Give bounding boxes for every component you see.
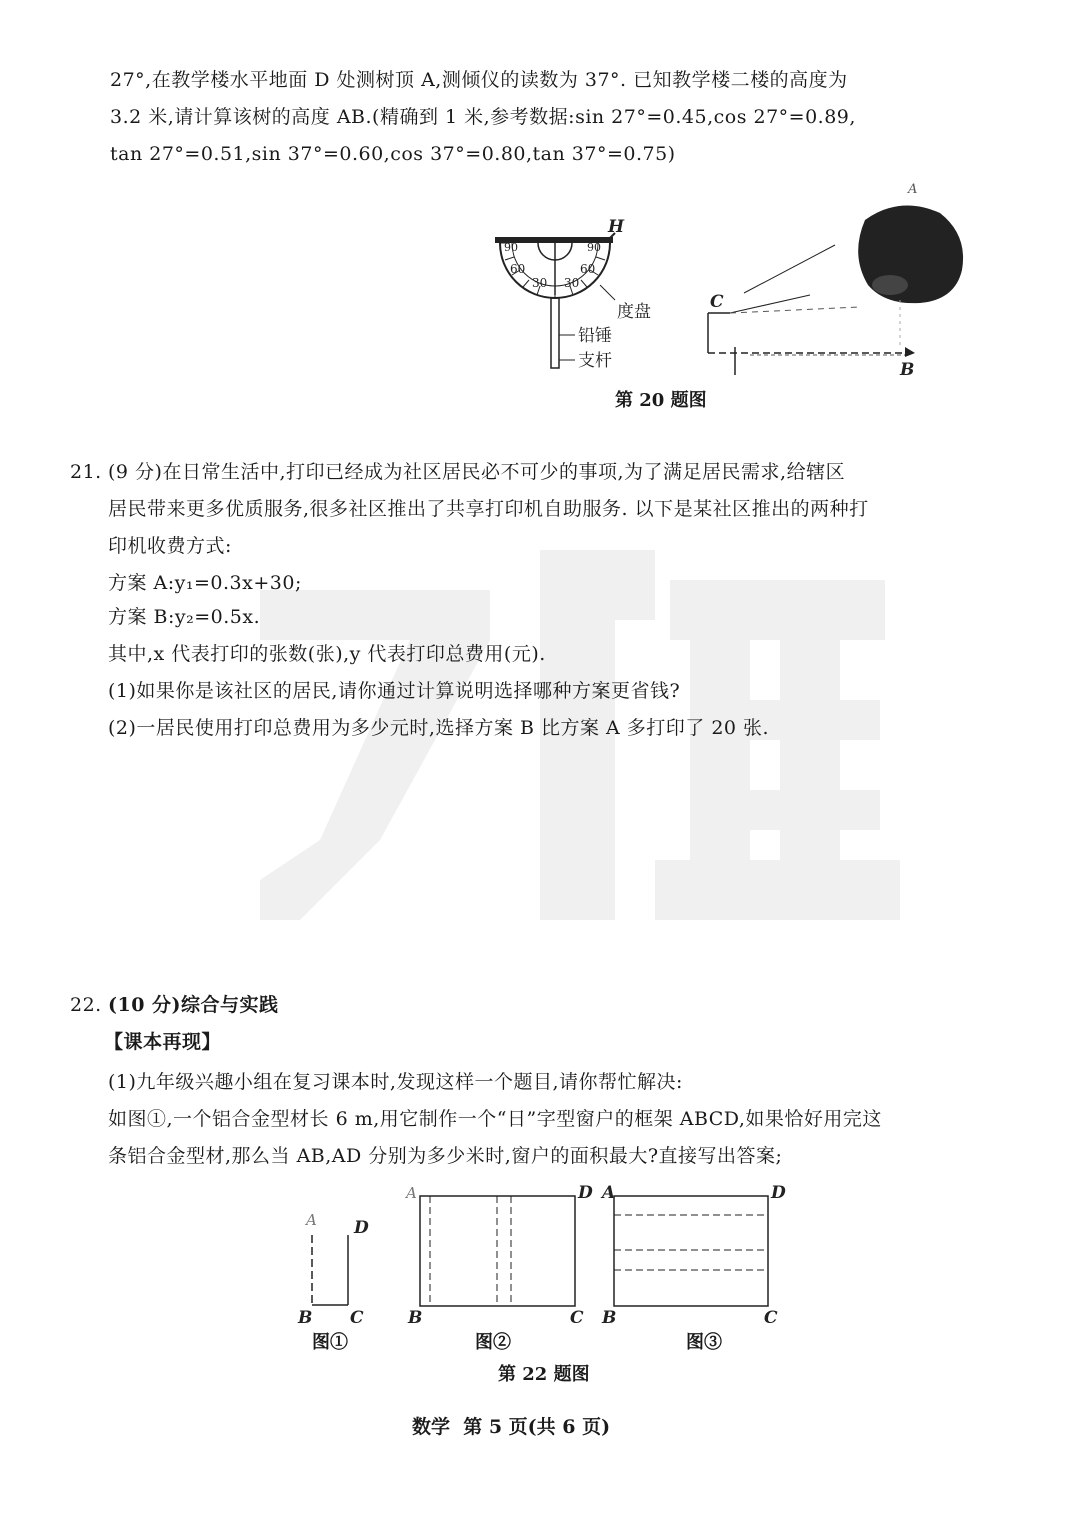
page-footer: 数学 第 5 页(共 6 页) xyxy=(412,1416,611,1438)
q20-line-3: tan 27°=0.51,sin 37°=0.60,cos 37°=0.80,tan 37°=0.75) xyxy=(110,143,676,165)
q21-part-2: (2)一居民使用打印总费用为多少元时,选择方案 B 比方案 A 多打印了 20 张. xyxy=(108,717,770,739)
tick-label: 30 xyxy=(532,276,548,290)
fig1-label-b: B xyxy=(298,1308,313,1328)
tick-label: 60 xyxy=(510,262,526,276)
tick-label: 90 xyxy=(504,241,518,254)
tick-label: 60 xyxy=(580,262,596,276)
fig2-label-a: A xyxy=(406,1184,417,1202)
q22-line-3: 条铝合金型材,那么当 AB,AD 分别为多少米时,窗户的面积最大?直接写出答案; xyxy=(108,1145,783,1167)
fig3-label-d: D xyxy=(771,1183,786,1203)
q21-number: 21. xyxy=(70,461,102,483)
q22-title: (10 分)综合与实践 xyxy=(108,994,279,1016)
figure-22-1 xyxy=(290,1205,380,1330)
fig2-label-c: C xyxy=(570,1308,584,1328)
label-h: H xyxy=(608,217,625,237)
q22-section: 【课本再现】 xyxy=(104,1031,222,1053)
figure-22-3 xyxy=(598,1180,793,1330)
q21-line-2: 居民带来更多优质服务,很多社区推出了共享打印机自助服务. 以下是某社区推出的两种打 xyxy=(108,498,869,520)
label-b: B xyxy=(900,360,915,380)
q22-number: 22. xyxy=(70,994,102,1016)
q20-figure-caption: 第 20 题图 xyxy=(615,390,707,411)
fig2-caption: 图② xyxy=(475,1332,511,1353)
q21-plan-b: 方案 B:y₂=0.5x. xyxy=(108,606,261,628)
fig1-caption: 图① xyxy=(312,1332,348,1353)
fig3-label-a: A xyxy=(602,1183,616,1203)
figure-22-2 xyxy=(400,1180,595,1330)
q22-figure-caption: 第 22 题图 xyxy=(498,1364,590,1385)
q21-part-1: (1)如果你是该社区的居民,请你通过计算说明选择哪种方案更省钱? xyxy=(108,680,681,702)
label-plumb: 铅锤 xyxy=(578,326,612,346)
fig1-label-a: A xyxy=(306,1211,317,1229)
fig1-label-d: D xyxy=(354,1218,369,1238)
label-dial: 度盘 xyxy=(617,302,651,322)
label-c: C xyxy=(710,292,724,312)
fig1-label-c: C xyxy=(350,1308,364,1328)
q22-line-2: 如图①,一个铝合金型材长 6 m,用它制作一个“日”字型窗户的框架 ABCD,如果恰好用完这 xyxy=(108,1108,882,1130)
tree-scene-figure xyxy=(700,175,980,385)
q20-line-2: 3.2 米,请计算该树的高度 AB.(精确到 1 米,参考数据:sin 27°=0.45,cos 27°=0.89, xyxy=(110,106,856,128)
q20-line-1: 27°,在教学楼水平地面 D 处测树顶 A,测倾仪的读数为 37°. 已知教学楼二楼的高度为 xyxy=(110,69,848,91)
fig3-label-c: C xyxy=(764,1308,778,1328)
label-a: A xyxy=(908,182,918,197)
q21-line-6: 其中,x 代表打印的张数(张),y 代表打印总费用(元). xyxy=(108,643,546,665)
fig3-caption: 图③ xyxy=(686,1332,722,1353)
clinometer-figure xyxy=(490,215,660,380)
q21-line-1: (9 分)在日常生活中,打印已经成为社区居民必不可少的事项,为了满足居民需求,给辖区 xyxy=(108,461,846,483)
fig2-label-b: B xyxy=(408,1308,423,1328)
tick-label: 90 xyxy=(587,241,601,254)
fig2-label-d: D xyxy=(578,1183,593,1203)
label-rod: 支杆 xyxy=(578,351,612,371)
q22-line-1: (1)九年级兴趣小组在复习课本时,发现这样一个题目,请你帮忙解决: xyxy=(108,1071,683,1093)
tick-label: 30 xyxy=(564,276,580,290)
fig3-label-b: B xyxy=(602,1308,617,1328)
q21-plan-a: 方案 A:y₁=0.3x+30; xyxy=(108,572,302,594)
q21-line-3: 印机收费方式: xyxy=(108,535,232,557)
